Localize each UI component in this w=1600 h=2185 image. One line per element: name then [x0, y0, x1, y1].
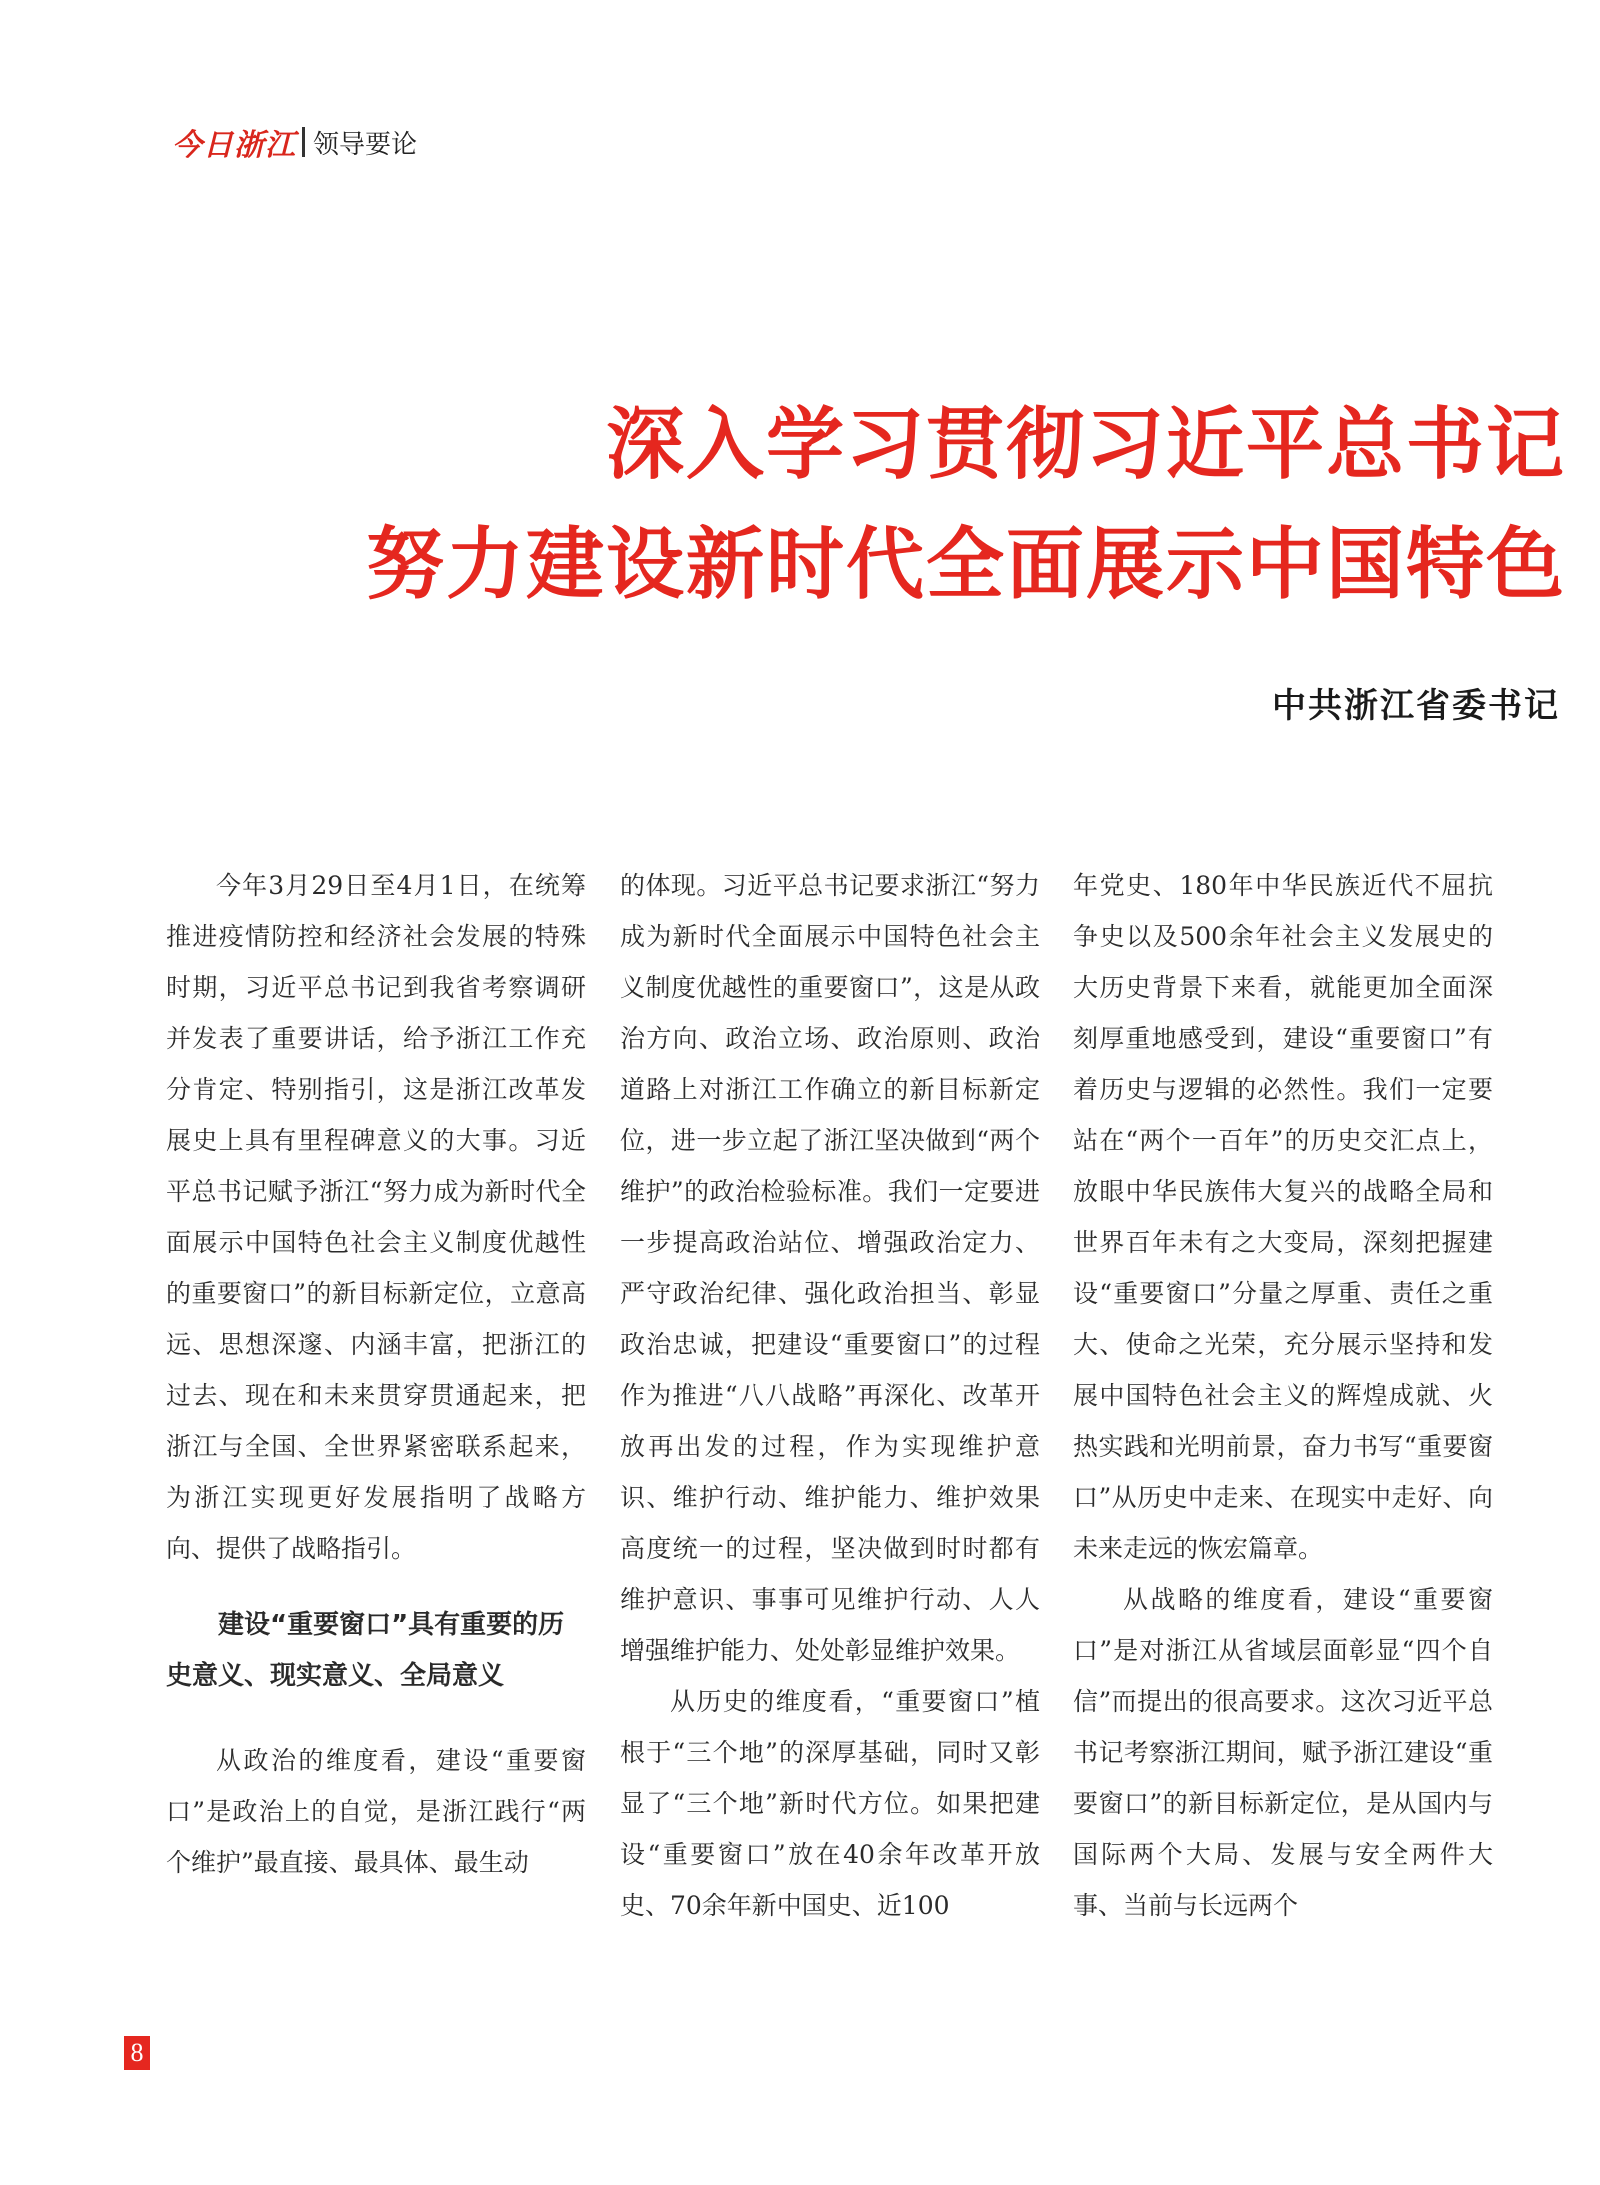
section-subheading: 建设“重要窗口”具有重要的历史意义、现实意义、全局意义	[166, 1610, 565, 1691]
section-name: 领导要论	[313, 129, 418, 160]
text-column-2	[620, 860, 1040, 1931]
paragraph: 从政治的维度看，建设“重要窗口”是政治上的自觉，是浙江践行“两个维护”最直接、最具体、最生动	[166, 1746, 586, 1877]
article-title-line1: 深入学习贯彻习近平总书记	[605, 400, 1566, 490]
text-column-3	[1073, 860, 1493, 1931]
article-title-line2: 努力建设新时代全面展示中国特色	[365, 520, 1566, 610]
page-number: 8	[124, 2036, 150, 2070]
magazine-logo: 今日浙江	[172, 128, 296, 163]
author-byline: 中共浙江省委书记	[1272, 686, 1560, 726]
header-divider	[302, 127, 305, 157]
paragraph: 从战略的维度看，建设“重要窗口”是对浙江从省域层面彰显“四个自信”而提出的很高要求。这次习近平总书记考察浙江期间，赋予浙江建设“重要窗口”的新目标新定位，是从国内与国际两个大局、发展与安全两件大事、当前与长远两个	[1073, 1585, 1493, 1920]
paragraph: 今年3月29日至4月1日，在统筹推进疫情防控和经济社会发展的特殊时期，习近平总书记到我省考察调研并发表了重要讲话，给予浙江工作充分肯定、特别指引，这是浙江改革发展史上具有里程碑意义的大事。习近平总书记赋予浙江“努力成为新时代全面展示中国特色社会主义制度优越性的重要窗口”的新目标新定位，立意高远、思想深邃、内涵丰富，把浙江的过去、现在和未来贯穿贯通起来，把浙江与全国、全世界紧密联系起来，为浙江实现更好发展指明了战略方向、提供了战略指引。	[166, 871, 586, 1563]
text-column-1	[166, 860, 586, 1888]
paragraph: 年党史、180年中华民族近代不屈抗争史以及500余年社会主义发展史的大历史背景下来看，就能更加全面深刻厚重地感受到，建设“重要窗口”有着历史与逻辑的必然性。我们一定要站在“两个一百年”的历史交汇点上，放眼中华民族伟大复兴的战略全局和世界百年未有之大变局，深刻把握建设“重要窗口”分量之厚重、责任之重大、使命之光荣，充分展示坚持和发展中国特色社会主义的辉煌成就、火热实践和光明前景，奋力书写“重要窗口”从历史中走来、在现实中走好、向未来走远的恢宏篇章。	[1073, 871, 1493, 1563]
page-header	[172, 124, 418, 163]
paragraph: 从历史的维度看，“重要窗口”植根于“三个地”的深厚基础，同时又彰显了“三个地”新时代方位。如果把建设“重要窗口”放在40余年改革开放史、70余年新中国史、近100	[620, 1687, 1040, 1920]
paragraph: 的体现。习近平总书记要求浙江“努力成为新时代全面展示中国特色社会主义制度优越性的重要窗口”，这是从政治方向、政治立场、政治原则、政治道路上对浙江工作确立的新目标新定位，进一步立起了浙江坚决做到“两个维护”的政治检验标准。我们一定要进一步提高政治站位、增强政治定力、严守政治纪律、强化政治担当、彰显政治忠诚，把建设“重要窗口”的过程作为推进“八八战略”再深化、改革开放再出发的过程，作为实现维护意识、维护行动、维护能力、维护效果高度统一的过程，坚决做到时时都有维护意识、事事可见维护行动、人人增强维护能力、处处彰显维护效果。	[620, 871, 1040, 1665]
